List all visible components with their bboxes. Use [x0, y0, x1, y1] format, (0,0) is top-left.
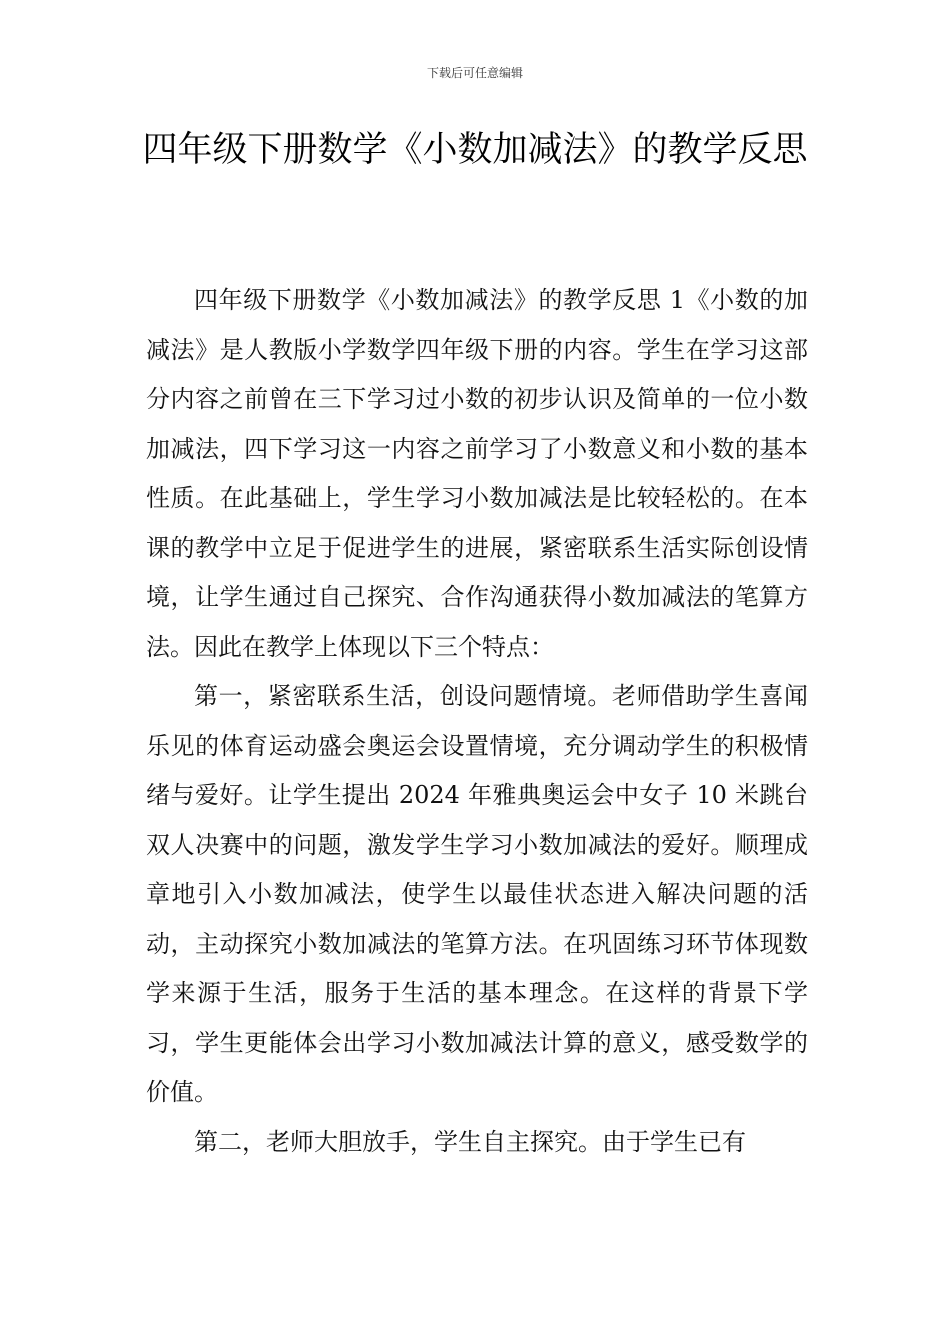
header-note: 下载后可任意编辑	[426, 66, 523, 80]
paragraph-intro: 四年级下册数学《小数加减法》的教学反思 1《小数的加减法》是人教版小学数学四年级下册的内容。学生在学习这部分内容之前曾在三下学习过小数的初步认识及简单的一位小数加减法，四下学习这一内容之前学习了小数意义和小数的基本性质。在此基础上，学生学习小数加减法是比较轻松的。在本课的教学中立足于促进学生的进展，紧密联系生活实际创设情境，让学生通过自己探究、合作沟通获得小数加减法的笔算方法。因此在教学上体现以下三个特点：	[146, 286, 808, 661]
paragraph-point-two: 第二，老师大胆放手，学生自主探究。由于学生已有	[194, 1127, 746, 1156]
document-body	[146, 276, 808, 1167]
document-title: 四年级下册数学《小数加减法》的教学反思	[142, 130, 808, 170]
paragraph-point-one: 第一，紧密联系生活，创设问题情境。老师借助学生喜闻乐见的体育运动盛会奥运会设置情境，充分调动学生的积极情绪与爱好。让学生提出 2024 年雅典奥运会中女子 10 米跳台双人决赛中的问题，激发学生学习小数加减法的爱好。顺理成章地引入小数加减法，使学生以最佳状态进入解决问题的活动，主动探究小数加减法的笔算方法。在巩固练习环节体现数学来源于生活，服务于生活的基本理念。在这样的背景下学习，学生更能体会出学习小数加减法计算的意义，感受数学的价值。	[146, 682, 808, 1106]
